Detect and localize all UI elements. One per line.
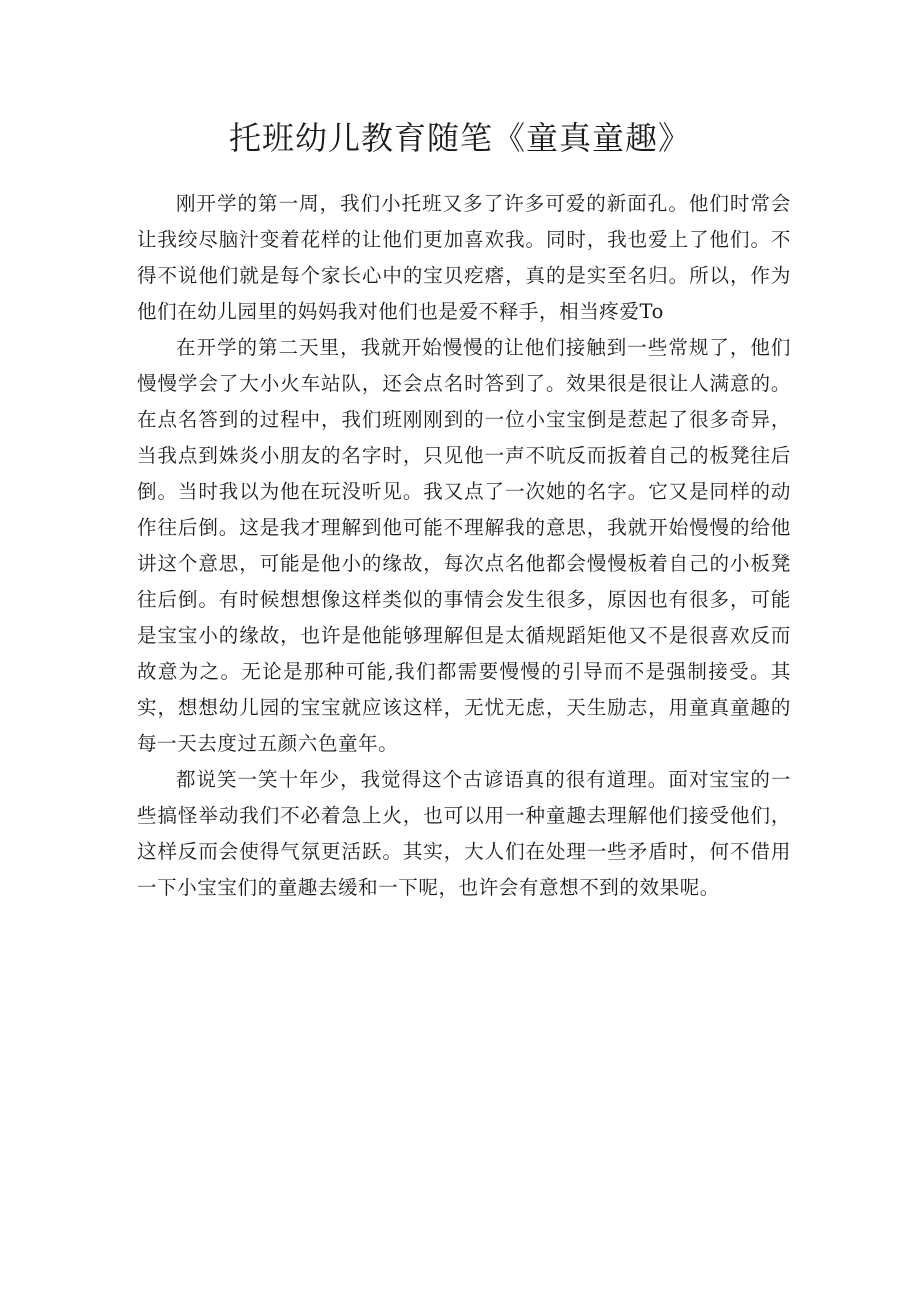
document-body: [137, 186, 791, 906]
paragraph-3: 都说笑一笑十年少，我觉得这个古谚语真的很有道理。面对宝宝的一些搞怪举动我们不必着急上火，也可以用一种童趣去理解他们接受他们，这样反而会使得气氛更活跃。其实，大人们在处理一些矛盾时，何不借用一下小宝宝们的童趣去缓和一下呢，也许会有意想不到的效果呢。: [137, 768, 791, 899]
paragraph-2: 在开学的第二天里，我就开始慢慢的让他们接触到一些常规了，他们慢慢学会了大小火车站队，还会点名时答到了。效果很是很让人满意的。在点名答到的过程中，我们班刚刚到的一位小宝宝倒是惹起了很多奇异，当我点到姝炎小朋友的名字时，只见他一声不吭反而扳着自己的板凳往后倒。当时我以为他在玩没听见。我又点了一次她的名字。它又是同样的动作往后倒。这是我才理解到他可能不理解我的意思，我就开始慢慢的给他讲这个意思，可能是他小的缘故，每次点名他都会慢慢板着自己的小板凳往后倒。有时候想想像这样类似的事情会发生很多，原因也有很多，可能是宝宝小的缘故，也许是他能够理解但是太循规蹈矩他又不是很喜欢反而故意为之。无论是那种可能,我们都需要慢慢的引导而不是强制接受。其实，想想幼儿园的宝宝就应该这样，无忧无虑，天生励志，用童真童趣的每一天去度过五颜六色童年。: [137, 336, 791, 755]
document-title: 托班幼儿教育随笔《童真童趣》: [228, 119, 691, 157]
paragraph-1: 刚开学的第一周，我们小托班又多了许多可爱的新面孔。他们时常会让我绞尽脑汁变着花样的让他们更加喜欢我。同时，我也爱上了他们。不得不说他们就是每个家长心中的宝贝疙瘩，真的是实至名归。所以，作为他们在幼儿园里的妈妈我对他们也是爱不释手，相当疼爱To: [137, 192, 791, 323]
